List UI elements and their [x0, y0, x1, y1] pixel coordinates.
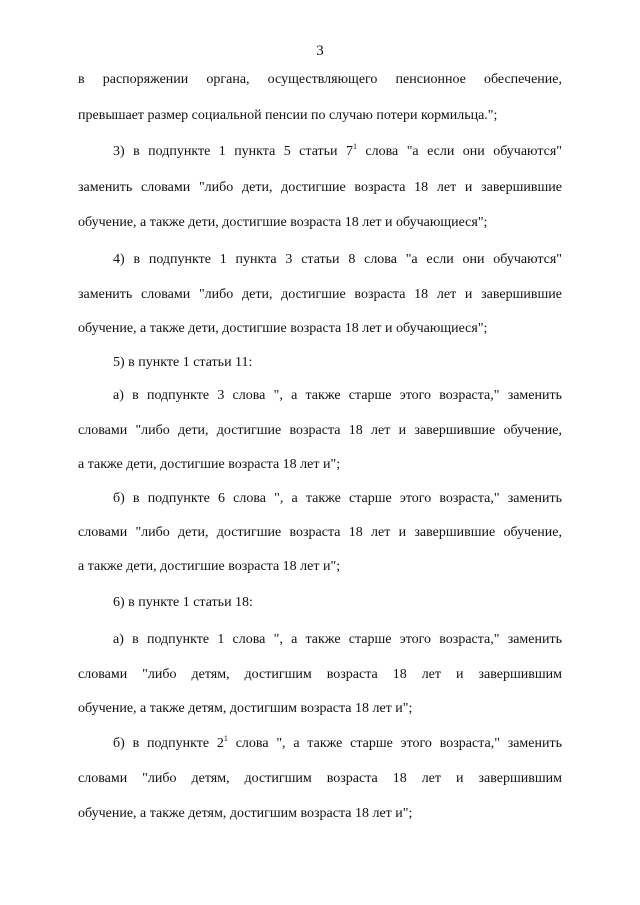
text-line: а также дети, достигшие возраста 18 лет и"; — [78, 559, 341, 574]
page-number: 3 — [316, 43, 324, 59]
text-line: заменить словами "либо дети, достигшие возраста 18 лет и завершившие — [78, 287, 562, 302]
superscript: 1 — [223, 735, 228, 743]
text-line: а) в подпункте 3 слова ", а также старше этого возраста," заменить — [113, 388, 562, 403]
text-line: б) в подпункте $2^1$ слова ", а также старше этого возраста," заменить — [113, 735, 562, 751]
text-line: б) в подпункте 6 слова ", а также старше этого возраста," заменить — [113, 491, 562, 506]
text-line: 4) в подпункте 1 пункта 3 статьи 8 слова "а если они обучаются" — [113, 252, 562, 267]
text-line: словами "либо дети, достигшие возраста 18 лет и завершившие обучение, — [78, 525, 562, 540]
text-line: словами "либо дети, достигшие возраста 18 лет и завершившие обучение, — [78, 423, 562, 438]
text-line: обучение, а также детям, достигшим возраста 18 лет и"; — [78, 701, 413, 716]
text-line: словами "либо детям, достигшим возраста 18 лет и завершившим — [78, 771, 562, 786]
text-line: а также дети, достигшие возраста 18 лет и"; — [78, 457, 341, 472]
text-line: обучение, а также детям, достигшим возраста 18 лет и"; — [78, 806, 413, 821]
text-line: 3) в подпункте 1 пункта 5 статьи $7^1$ слова "а если они обучаются" — [113, 143, 562, 159]
text-line: 5) в пункте 1 статьи 11: — [113, 355, 253, 370]
text-line: словами "либо детям, достигшим возраста 18 лет и завершившим — [78, 667, 562, 682]
text-line: превышает размер социальной пенсии по случаю потери кормильца."; — [78, 108, 498, 123]
text-line: в распоряжении органа, осуществляющего пенсионное обеспечение, — [78, 72, 562, 87]
superscript: 1 — [352, 143, 357, 151]
text-line: обучение, а также дети, достигшие возраста 18 лет и обучающиеся"; — [78, 321, 488, 336]
text-line: а) в подпункте 1 слова ", а также старше этого возраста," заменить — [113, 632, 562, 647]
text-line: 6) в пункте 1 статьи 18: — [113, 595, 253, 610]
text-line: обучение, а также дети, достигшие возраста 18 лет и обучающиеся"; — [78, 215, 488, 230]
text-line: заменить словами "либо дети, достигшие возраста 18 лет и завершившие — [78, 180, 562, 195]
